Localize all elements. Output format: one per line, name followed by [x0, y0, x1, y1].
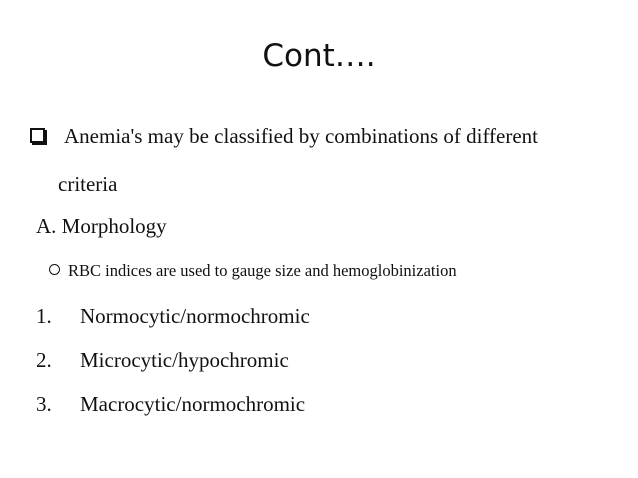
list-item — [36, 392, 305, 417]
list-item-number: 3. — [36, 392, 52, 416]
section-heading: A. Morphology — [36, 214, 167, 238]
circle-bullet-icon — [49, 264, 60, 275]
sub-bullet-line — [49, 261, 457, 281]
list-item-text: Normocytic/normochromic — [80, 304, 310, 328]
bullet-text: Anemia's may be classified by combinations of different — [64, 124, 539, 148]
list-item-text: Macrocytic/normochromic — [80, 392, 306, 416]
list-item-text: Microcytic/hypochromic — [80, 348, 289, 372]
list-item — [36, 348, 289, 373]
sub-bullet-text: RBC indices are used to gauge size and hemoglobinization — [68, 261, 457, 280]
list-item-number: 2. — [36, 348, 52, 372]
checkbox-bullet-icon — [30, 128, 45, 143]
slide-title: Cont…. — [262, 38, 376, 74]
bullet-continuation: criteria — [58, 172, 118, 196]
list-item — [36, 304, 310, 329]
list-item-number: 1. — [36, 304, 52, 328]
